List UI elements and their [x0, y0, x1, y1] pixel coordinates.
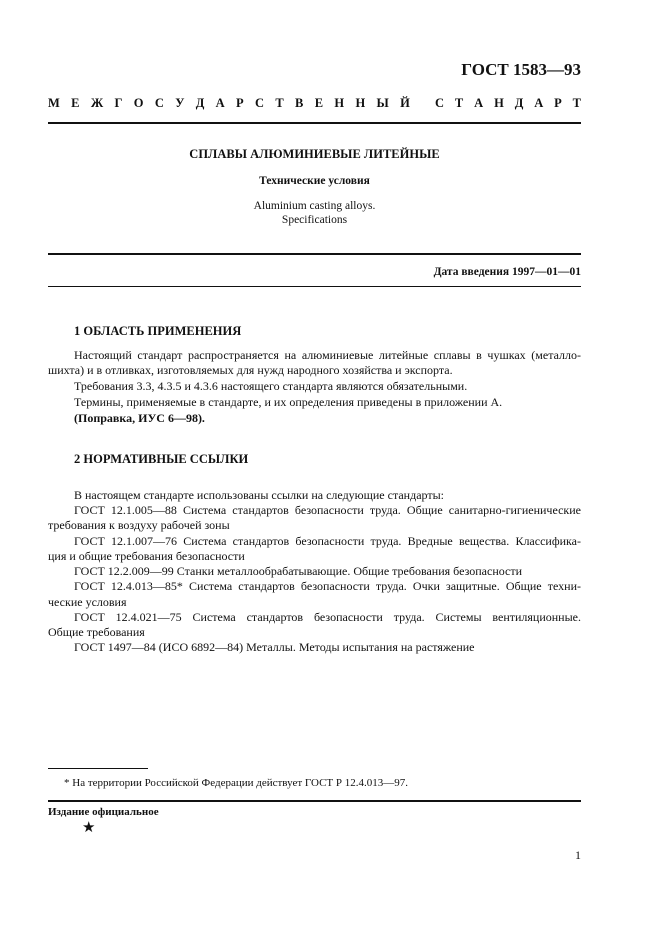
section-1-amendment: (Поправка, ИУС 6—98). [74, 411, 205, 425]
footnote: * На территории Российской Федерации действует ГОСТ Р 12.4.013—97. [64, 777, 409, 789]
standard-type-word-1: М Е Ж Г О С У Д А Р С Т В Е Н Н Ы Й [48, 96, 410, 110]
document-number: ГОСТ 1583—93 [461, 60, 581, 79]
document-subtitle: Технические условия [259, 175, 370, 187]
edition-label: Издание официальное [48, 806, 159, 818]
english-title-line-1: Aluminium casting alloys. [253, 200, 376, 212]
section-1-line: шихта) и в отливках, изготовляемых для нужд народного хозяйства и экспорта. [48, 363, 453, 377]
title-rule [48, 253, 581, 255]
top-rule [48, 122, 581, 124]
reference-line: ГОСТ 12.4.013—85* Система стандартов безопасности труда. Очки защитные. Общие техни- [74, 579, 581, 593]
standard-type-header [48, 96, 581, 111]
section-2-heading: 2 НОРМАТИВНЫЕ ССЫЛКИ [74, 452, 249, 466]
reference-line: ГОСТ 1497—84 (ИСО 6892—84) Металлы. Методы испытания на растяжение [74, 640, 475, 654]
introduction-date: Дата введения 1997—01—01 [433, 266, 581, 278]
section-2-intro: В настоящем стандарте использованы ссылки на следующие стандарты: [74, 488, 445, 502]
english-title-line-2: Specifications [281, 214, 348, 226]
standard-type-word-2: С Т А Н Д А Р Т [435, 96, 581, 110]
section-1-line: Настоящий стандарт распространяется на алюминиевые литейные сплавы в чушках (металло- [74, 348, 581, 362]
bottom-rule [48, 800, 581, 802]
section-1-heading: 1 ОБЛАСТЬ ПРИМЕНЕНИЯ [74, 324, 242, 338]
footnote-rule [48, 768, 148, 769]
section-1-line: Термины, применяемые в стандарте, и их определения приведены в приложении А. [74, 395, 503, 409]
reference-line: ГОСТ 12.1.005—88 Система стандартов безопасности труда. Общие санитарно-гигиенические [74, 503, 581, 517]
date-rule [48, 286, 581, 287]
reference-line: ГОСТ 12.2.009—99 Станки металлообрабатывающие. Общие требования безопасности [74, 564, 523, 578]
page-number: 1 [575, 848, 581, 862]
reference-line: ческие условия [48, 595, 127, 609]
reference-line: ГОСТ 12.4.021—75 Система стандартов безопасности труда. Системы вентиляционные. [74, 610, 581, 624]
reference-line: требования к воздуху рабочей зоны [48, 518, 230, 532]
section-1-line: Требования 3.3, 4.3.5 и 4.3.6 настоящего стандарта являются обязательными. [74, 379, 468, 393]
reference-line: Общие требования [48, 625, 145, 639]
reference-line: ГОСТ 12.1.007—76 Система стандартов безопасности труда. Вредные вещества. Классифика- [74, 534, 581, 548]
reference-line: ция и общие требования безопасности [48, 549, 245, 563]
document-title: СПЛАВЫ АЛЮМИНИЕВЫЕ ЛИТЕЙНЫЕ [189, 147, 440, 161]
star-icon: ★ [82, 820, 96, 836]
